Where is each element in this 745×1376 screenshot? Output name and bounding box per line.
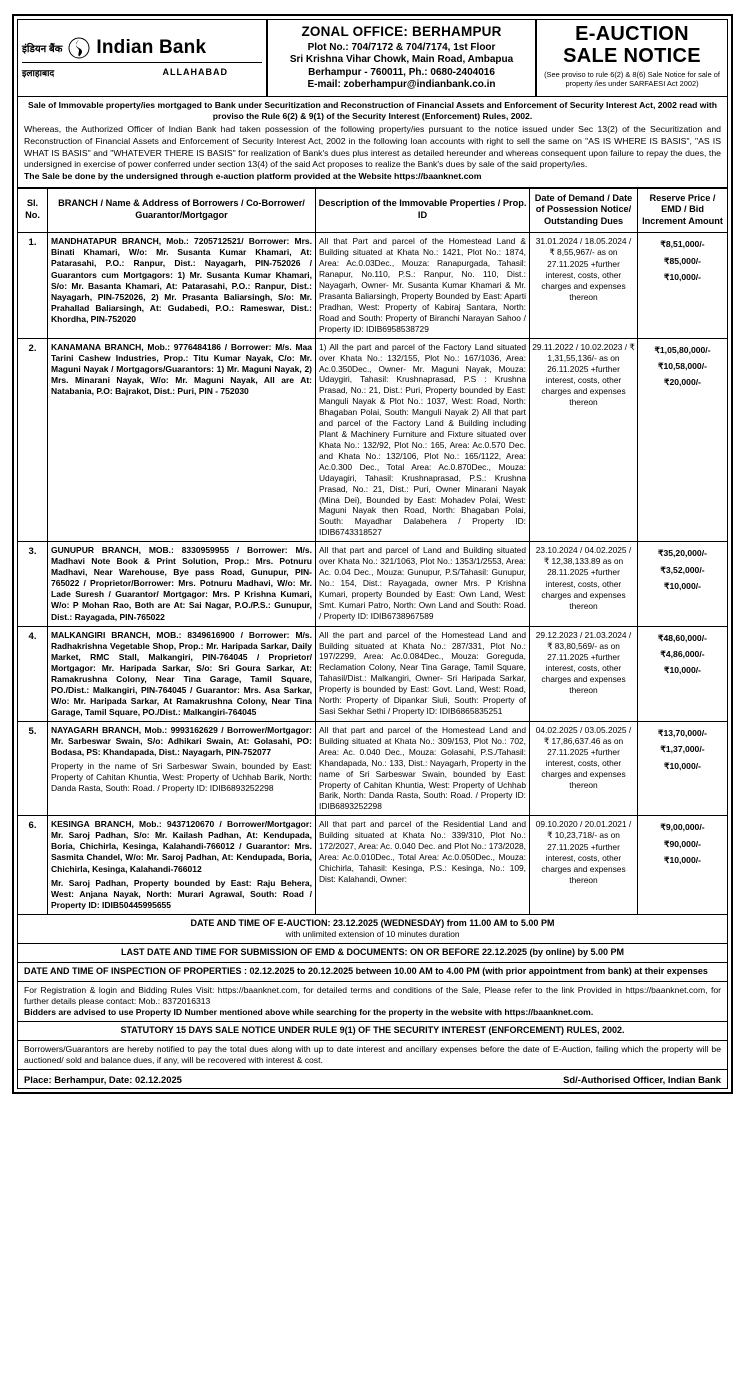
properties-table bbox=[17, 188, 728, 915]
row-description-cell: 1) All the part and parcel of the Factory Land situated over Khata No.: 132/155, Plot No.: 167/1036, Area: Ac.0.350Dec., Owner- Mr. Maguni Nayak, Mouza: Udaygiri, Tahasil: Krushnaprasad, P.S : Krushna Prasad, No.: 21, Dist.: Puri, Property bounded by East: Manguli Nayak & Plot No.: 1037, West: Road, North: Bhagaban Polai, South: Manguli Nayak 2) All that part and parcel of the Factory Land & Building including Plant & Machinery Furniture and Fixture situated over Khata No.: 132/92, Plot No.: 165, Area: Ac.0.570 Dec. and Khata No.: 132/106, Plot No.: 165/1122, Area: Ac.0.300 Dec., Total Area: Ac.0.870Dec., Mouza: Udayagiri, Tahasil: Krushnaprasad, P.S.: Krushna Prasad, No.: 21, Dist.: Puri, Owner Minarani Nayak (Mina Dei), Bounded by East: Mohadev Polai, West: Maguni Nayak then Road, North: Bhagaban Polai, South: Mayadhar Dalabehera / Property ID: IDIB6743318527 bbox=[316, 338, 530, 542]
row-reserve-cell bbox=[638, 626, 728, 721]
row-branch-title: MANDHATAPUR BRANCH, Mob.: 7205712521/ bbox=[51, 236, 244, 247]
auction-title-block bbox=[537, 20, 727, 96]
row-branch-cell bbox=[48, 626, 316, 721]
reserve-price: ₹9,00,000/- bbox=[660, 822, 705, 833]
zonal-office-email: E-mail: zoberhampur@indianbank.co.in bbox=[307, 79, 496, 91]
table-header-row bbox=[18, 188, 728, 233]
row-branch-cell bbox=[48, 721, 316, 815]
bid-increment: ₹10,000/- bbox=[663, 760, 701, 771]
row-description-cell: All that part and parcel of the Residential Land and Building situated at Khata No.: 339/310, Plot No.: 172/2027, Area: Ac. 0.040 Dec. and Plot No.: 173/2028, Area: Ac.0.010Dec., Total Area: Ac.0.050Dec., Mouza: Chichirla, Tahasil: Kesinga, P.S.: Kesinga, No.: 109, Dist: Kalahandi, Owner: bbox=[316, 816, 530, 914]
row-reserve-cell bbox=[638, 816, 728, 914]
intro-heading: Sale of Immovable property/ies mortgaged to Bank under Securitization and Reconstruction of Financial Assets and Enforcement of Security Interest Act, 2002 read with proviso the Rule 6(2) & 9(1) of the Security Interest (Enforcement) Rules, 2002. bbox=[28, 99, 717, 122]
logo-primary-row bbox=[22, 37, 262, 63]
signature-row bbox=[17, 1070, 728, 1089]
row-reserve-cell bbox=[638, 338, 728, 542]
table-row bbox=[18, 626, 728, 721]
row-sl-no: 3. bbox=[18, 542, 48, 626]
place-date-text: Place: Berhampur, Date: 02.12.2025 bbox=[24, 1074, 182, 1086]
col-header-reserve: Reserve Price / EMD / Bid Increment Amount bbox=[638, 188, 728, 233]
row-dates-cell: 23.10.2024 / 04.02.2025 / ₹ 12,38,133.89 as on 28.11.2025 +further interest, costs, other charges and expenses thereon bbox=[530, 542, 638, 626]
allahabad-hindi-label: इलाहाबाद bbox=[22, 67, 55, 78]
registration-info-row bbox=[17, 982, 728, 1023]
bid-increment: ₹10,000/- bbox=[663, 580, 701, 591]
row-branch-title: NAYAGARH BRANCH, Mob.: 9993162629 / bbox=[51, 724, 224, 735]
col-header-sl: Sl. No. bbox=[18, 188, 48, 233]
bidders-advice-text: Bidders are advised to use Property ID Number mentioned above while searching for the property in the website with https://baanknet.com. bbox=[24, 1007, 594, 1018]
col-header-description: Description of the Immovable Properties / Prop. ID bbox=[316, 188, 530, 233]
reserve-price: ₹8,51,000/- bbox=[660, 239, 705, 250]
row-branch-title: GUNUPUR BRANCH, MOB.: 8330959955 / bbox=[51, 545, 240, 556]
bid-increment: ₹10,000/- bbox=[663, 665, 701, 676]
row-branch-body: Borrower: M/s. Maa Tarini Cashew Industries, Prop.: Titu Kumar Nayak, C/o: Mr. Maguni Nayak / Mortgagors/Guarantors: 1) Mr. Maguni Nayak, 2) Mrs. Minarani Nayak, W/o: Mr. Maguni Nayak, All are At: Natabania, P.O: Bajrakot, Dist.: Puri, PIN - 752030 bbox=[51, 341, 312, 396]
auction-title-line1: E-AUCTION bbox=[575, 23, 689, 45]
zonal-office-block bbox=[268, 20, 537, 96]
emd-amount: ₹10,58,000/- bbox=[658, 360, 707, 371]
auction-datetime-subtext: with unlimited extension of 10 minutes duration bbox=[285, 929, 460, 940]
reserve-price: ₹13,70,000/- bbox=[658, 727, 707, 738]
logo-secondary-row bbox=[22, 63, 262, 79]
row-sl-no: 6. bbox=[18, 816, 48, 914]
row-branch-body: Borrower: M/s. Radhakrishna Vegetable Shop, Prop.: Mr. Haripada Sarkar, Daily Market, RMC Stall, Malkangiri, PIN-764045 / Proprietor/ Mortgagor: Mr. Haripada Sarkar, S/o: Sri Goura Sarkar, At: Ramakrushna Colony, Near Tina Garage, Tamil Square, PO./Dist.: Malkangiri, PIN-764045 / Guarantor: Mrs. Asa Sarkar, W/o: Mr. Haripada Sarkar, At Ramakrushna Colony, Near Tina Garage, Tamil Square, PO./Dist.: Malkangiri-764045 bbox=[51, 629, 312, 717]
auction-datetime-text: DATE AND TIME OF E-AUCTION: 23.12.2025 (WEDNESDAY) from 11.00 AM to 5.00 PM bbox=[190, 917, 555, 928]
intro-paragraph: Whereas, the Authorized Officer of Indian Bank had taken possession of the following property/ies pursuant to the notice issued under Sec 13(2) of the Securitization and Reconstruction of Financial Assets and Enforcement of Security Interest Act, 2002 in the following loan accounts with right to sell the same on "AS IS WHERE IS BASIS", "AS IS WHAT IS BASIS" and "WHATEVER THERE IS BASIS" for realization of Bank's dues plus interest as detailed hereunder and whereas consequent upon failure to repay the dues, the undersigned in exercise of power conferred under section 13(4) of the said Act proposes to realize the Bank's dues by sale of the said property/ies. bbox=[24, 124, 721, 170]
auction-datetime-row bbox=[17, 915, 728, 945]
bank-name-english: Indian Bank bbox=[96, 36, 207, 58]
row-dates-cell: 09.10.2020 / 20.01.2021 / ₹ 10,23,718/- as on 27.11.2025 +further interest, costs, other charges and expenses thereon bbox=[530, 816, 638, 914]
table-row bbox=[18, 233, 728, 338]
statutory-note-row: Borrowers/Guarantors are hereby notified to pay the total dues along with up to date interest and ancillary expenses before the date of E-Auction, failing which the property will be auctioned/ sold and balance dues, if any, will be recovered with interest & cost. bbox=[17, 1041, 728, 1070]
row-branch-body: Borrower: M/s. Madhavi Note Book & Print Solution, Prop.: Mrs. Potnuru Madhavi, Near Warehouse, Bye pass Road, Gunupur, PIN-765022 / Proprietor/Borrower: Mrs. Potnuru Madhavi, W/o: Mr. Lade Suresh / Guarantor/ Mortgagor: Mrs. P Krishna Kumari, W/o: P Mohan Rao, Both are At: Sai Nagar, P.O./P.S.: Gunupur, Dist.: Rayagada, PIN-765022 bbox=[51, 545, 312, 622]
row-branch-cell bbox=[48, 338, 316, 542]
table-row bbox=[18, 542, 728, 626]
row-branch-title: MALKANGIRI BRANCH, MOB.: 8349616900 / bbox=[51, 629, 243, 640]
intro-platform-line: The Sale be done by the undersigned through e-auction platform provided at the Website https://baanknet.com bbox=[24, 170, 482, 181]
row-dates-cell: 31.01.2024 / 18.05.2024 / ₹ 8,55,967/- as on 27.11.2025 +further interest, costs, other charges and expenses thereon bbox=[530, 233, 638, 338]
col-header-dates: Date of Demand / Date of Possession Notice/ Outstanding Dues bbox=[530, 188, 638, 233]
row-branch-title: KANAMANA BRANCH, Mob.: 9776484186 / bbox=[51, 341, 228, 352]
row-reserve-cell bbox=[638, 233, 728, 338]
bid-increment: ₹10,000/- bbox=[663, 272, 701, 283]
bid-increment: ₹20,000/- bbox=[663, 377, 701, 388]
row-reserve-cell bbox=[638, 721, 728, 815]
row-dates-cell: 29.12.2023 / 21.03.2024 / ₹ 83,80,569/- as on 27.11.2025 +further interest, costs, other charges and expenses thereon bbox=[530, 626, 638, 721]
row-branch-body: Borrower/Mortgagor: Mr. Sarbeswar Swain, S/o: Adhikari Swain, At: Golasahi, PO: Bodasa, PS: Khandapada, Dist.: Nayagarh, PIN-752077 bbox=[51, 724, 312, 758]
emd-deadline-row: LAST DATE AND TIME FOR SUBMISSION OF EMD & DOCUMENTS: ON OR BEFORE 22.12.2025 (by online) by 5.00 PM bbox=[17, 944, 728, 963]
reserve-price: ₹48,60,000/- bbox=[658, 632, 707, 643]
registration-text: For Registration & login and Bidding Rules Visit: https://baanknet.com, for detailed terms and conditions of the Sale, Please refer to the link Provided in https://baanknet.com, for further details please contact: Mob.: 8372016313 bbox=[24, 984, 721, 1006]
zonal-office-address-1: Plot No.: 704/7172 & 704/7174, 1st Floor bbox=[307, 41, 496, 53]
emd-amount: ₹3,52,000/- bbox=[660, 564, 705, 575]
emd-amount: ₹90,000/- bbox=[663, 838, 701, 849]
indian-bank-logo-icon bbox=[68, 37, 90, 59]
reserve-price: ₹1,05,80,000/- bbox=[654, 344, 711, 355]
row-description-cell: All the part and parcel of the Homestead Land and Building situated at Khata No.: 287/331, Plot No.: 197/2299, Area: Ac.0.084Dec., Mouza: Goreguda, Reclamation Colony, Near Tina Garage, Tamil Square, Tahasil/Dist.: Malkangiri, Owner- Sri Haripada Sarkar, Property is bounded by East: Govt. Land, West: Road, North: Property of Dipankar Siuli, South: Property of Sasi Sekhar Sethi / Property ID: IDIB6865835251 bbox=[316, 626, 530, 721]
row-reserve-cell bbox=[638, 542, 728, 626]
reserve-price: ₹35,20,000/- bbox=[658, 548, 707, 559]
row-branch-title: KESINGA BRANCH, Mob.: 9437120670 / bbox=[51, 819, 222, 830]
row-sl-no: 5. bbox=[18, 721, 48, 815]
row-sl-no: 4. bbox=[18, 626, 48, 721]
notice-border bbox=[12, 14, 733, 1094]
notice-header bbox=[17, 19, 728, 97]
table-row bbox=[18, 721, 728, 815]
row-description-cell: All that part and parcel of the Homestead Land and Building situated at Khata No.: 309/153, Plot No.: 702, Area: Ac. 0.040 Dec., Mouza: Golasahi, P.S./Tahasil: Khandapada, No.: 133, Dist.: Nayagarh, Property in the name of Sri Sarbeswar Swain, bounded by East: Property of Cahitan Khuntia, West: Property of Uchhab Barik, North: Danda Rasta, South: Road. / Property ID: IDIB6893252298 bbox=[316, 721, 530, 815]
auction-title-subtext: (See proviso to rule 6(2) & 8(6) Sale Notice for sale of property /ies under SARFAESI Act 2002) bbox=[544, 70, 720, 89]
inspection-row: DATE AND TIME OF INSPECTION OF PROPERTIES : 02.12.2025 to 20.12.2025 between 10.00 AM to 4.00 PM (with prior appointment from bank) at their expenses bbox=[17, 963, 728, 982]
row-description-cell: All that Part and parcel of the Homestead Land & Building situated at Khata No.: 1421, Plot No.: 1874, Area: Ac.0.03Dec., Mouza: Ranapurgada, Tahasil: Ranapur, No.110, P.S.: Ranpur, No. 110, Dist.: Nayagarh, Owner- Mr. Susanta Kumar Khamari & Mr. Prasanta Baliarsingh, Property Bounded by East: Aparti Pradhan, West: Property of Kabiraj Santara, North: Road and South: Property of Biranchi Narayan Sahoo / Property ID: IDIB6958538729 bbox=[316, 233, 530, 338]
row-sl-no: 1. bbox=[18, 233, 48, 338]
row-dates-cell: 04.02.2025 / 03.05.2025 / ₹ 17,86,637.46 as on 27.11.2025 +further interest, costs, other charges and expenses thereon bbox=[530, 721, 638, 815]
row-branch-cell bbox=[48, 233, 316, 338]
row-branch-cell bbox=[48, 542, 316, 626]
auction-title-line2: SALE NOTICE bbox=[563, 44, 701, 67]
row-dates-cell: 29.11.2022 / 10.02.2023 / ₹ 1,31,55,136/- as on 26.11.2025 +further interest, costs, other charges and expenses thereon bbox=[530, 338, 638, 542]
zonal-office-address-2: Sri Krishna Vihar Chowk, Main Road, Ambapua bbox=[289, 54, 514, 66]
row-sl-no: 2. bbox=[18, 338, 48, 542]
row-branch-cell bbox=[48, 816, 316, 914]
row-branch-body: Borrower/Mortgagor: Mr. Saroj Padhan, S/o: Mr. Kailash Padhan, At: Kendupada, Boria, Chichirla, Kesinga, Kalahandi-766012 / Guarantor: Mrs. Sasmita Chandel, W/o: Mr. Saroj Padhan, At: Kendupada, Boria, Chichirla, Kesinga, Kalahandi-766012 bbox=[51, 819, 312, 874]
bank-logo-block bbox=[18, 20, 268, 96]
table-row bbox=[18, 338, 728, 542]
zonal-office-title: ZONAL OFFICE: BERHAMPUR bbox=[301, 24, 502, 39]
authorised-officer-text: Sd/-Authorised Officer, Indian Bank bbox=[563, 1074, 721, 1086]
row-branch-extra: Property in the name of Sri Sarbeswar Swain, bounded by East: Property of Cahitan Khuntia, West: Property of Uchhab Barik, North: Danda Rasta, South: Road. / Property ID: IDIB6893252298 bbox=[51, 761, 312, 794]
allahabad-english-label: ALLAHABAD bbox=[162, 67, 228, 78]
zonal-office-address-3: Berhampur - 760011, Ph.: 0680-2404016 bbox=[308, 66, 495, 78]
row-description-cell: All that part and parcel of Land and Building situated over Khata No.: 321/1063, Plot No.: 1353/1/2553, Area: Ac. 0.04 Dec., Mouza: Gunupur, P.S/Tahasil: Gunupur, No.: 154, Dist.: Rayagada, owner Mrs. P Krishna Kumari, property Bounded by East: Own Land, West: Smt. Kumari Patro, North: Own Land and South: Road. / Property ID: IDIB6738967589 bbox=[316, 542, 530, 626]
emd-amount: ₹4,86,000/- bbox=[660, 648, 705, 659]
bank-name-hindi: इंडियन बैंक bbox=[22, 43, 63, 55]
table-row bbox=[18, 816, 728, 914]
row-branch-extra: Mr. Saroj Padhan, Property bounded by East: Raju Behera, West: Anjana Nayak, North: Murari Agrawal, South: Road / Property ID: IDIB50445995655 bbox=[51, 877, 312, 910]
intro-block bbox=[17, 97, 728, 188]
emd-amount: ₹1,37,000/- bbox=[660, 744, 705, 755]
bid-increment: ₹10,000/- bbox=[663, 854, 701, 865]
emd-amount: ₹85,000/- bbox=[663, 255, 701, 266]
statutory-notice-row: STATUTORY 15 DAYS SALE NOTICE UNDER RULE 9(1) OF THE SECURITY INTEREST (ENFORCEMENT) RULES, 2002. bbox=[17, 1022, 728, 1041]
col-header-branch: BRANCH / Name & Address of Borrowers / Co-Borrower/ Guarantor/Mortgagor bbox=[48, 188, 316, 233]
row-branch-body: Borrower: Mrs. Binati Khamari, W/o: Mr. Susanta Kumar Khamari, At: Patarasahi, P.O.: Ranpur, Dist.: Nayagarh, PIN-752026 / Guarantors cum Mortgagors: 1) Mr. Susanta Kumar Khamari, S/o: Mr. Basanta Khamari, At: Patarasahi, P.O.: Ranpur, Dist.: Nayagarh, PIN-752026, 2) Mr. Prasanta Baliarsingh, S/o: Mr. Prahallad Baliarsingh, At: Gudabedi, P.O.: Rameswar, Dist.: Khordha, PIN-752020 bbox=[51, 236, 312, 324]
